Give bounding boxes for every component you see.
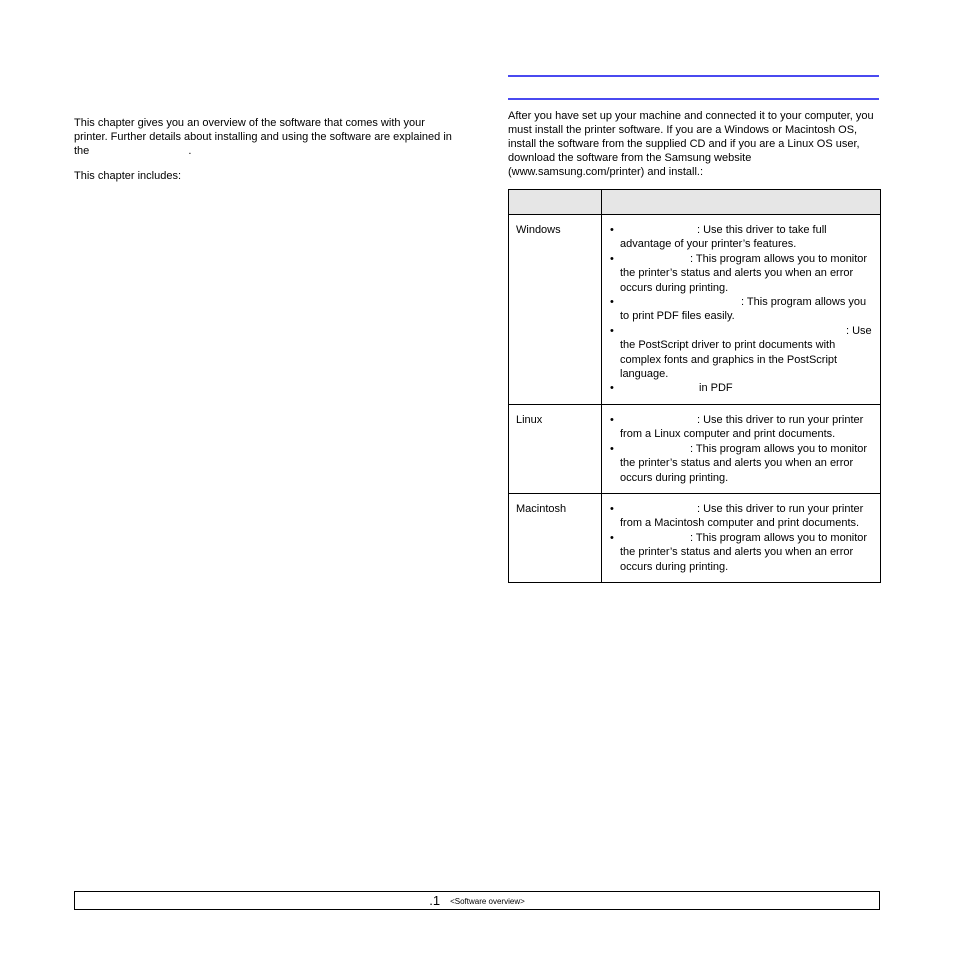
list-item: • : This program allows you to monitor the printer’s status and alerts you when an error occurs during printing. — [610, 442, 868, 484]
page-number: .1 — [429, 893, 441, 908]
intro-paragraph — [74, 116, 454, 158]
list-item: • : This program allows you to monitor the printer’s status and alerts you when an error occurs during printing. — [610, 531, 868, 573]
os-cell: Windows — [509, 215, 602, 405]
list-item: • : Use this driver to run your printer from a Macintosh computer and print documents. — [610, 502, 864, 530]
list-item: • : Use the PostScript driver to print documents with complex fonts and graphics in the PostScript language. — [610, 324, 872, 381]
intro-section — [74, 116, 454, 194]
os-cell: Macintosh — [509, 493, 602, 582]
list-item: • : Use this driver to take full advantage of your printer’s features. — [610, 224, 827, 251]
list-item: • : This program allows you to monitor the printer’s status and alerts you when an error occurs during printing. — [610, 252, 868, 294]
table-row — [509, 215, 881, 405]
contents-cell — [602, 493, 881, 582]
os-cell: Linux — [509, 404, 602, 493]
chapter-includes: This chapter includes: — [74, 170, 181, 182]
footer-section-title: <Software overview> — [450, 897, 525, 906]
table-header-contents — [602, 190, 881, 215]
table-row — [509, 404, 881, 493]
contents-cell — [602, 404, 881, 493]
page-footer — [74, 891, 880, 910]
list-item: • in PDF — [610, 382, 733, 395]
table-header-row — [509, 190, 881, 215]
contents-cell — [602, 215, 881, 405]
table-header-os — [509, 190, 602, 215]
list-item: • : This program allows you to print PDF files easily. — [610, 296, 867, 323]
section-rule-bottom — [508, 98, 879, 100]
software-table — [508, 189, 881, 583]
table-row — [509, 493, 881, 582]
section-rule-top — [508, 75, 879, 77]
install-paragraph: After you have set up your machine and connected it to your computer, you must install the printer software. If you are a Windows or Macintosh OS, install the software from the supplied CD and if you are a Linux OS user, download the software from the Samsung website (www.samsung.com/printer) and install.: — [508, 110, 874, 178]
intro-text-end: . — [188, 145, 192, 157]
list-item: • : Use this driver to run your printer from a Linux computer and print documents. — [610, 413, 864, 441]
intro-text-start: This chapter gives you an overview of the software that comes with your printer. Further details about installing and using the software are explained in the — [74, 117, 452, 157]
